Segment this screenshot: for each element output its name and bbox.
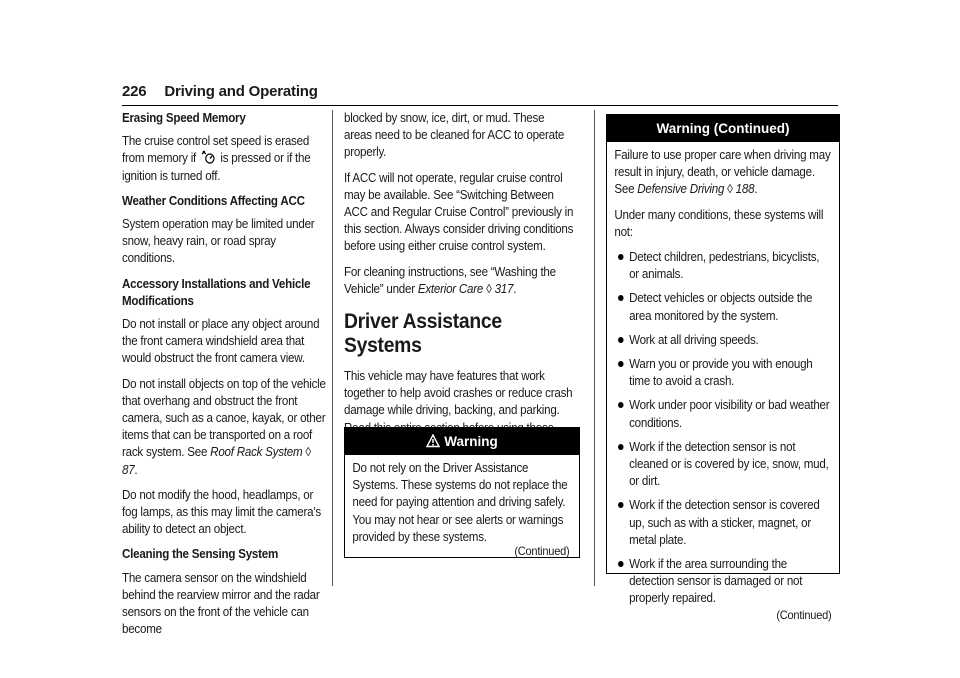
- paragraph-erasing: [122, 133, 326, 185]
- warning-box: [344, 427, 580, 558]
- paragraph-regular-cruise: If ACC will not operate, regular cruise control may be available. See “Switching Between ACC and Regular Cruise Control” previously in this section. Always consider driving conditions before using either cruise control system.: [344, 170, 574, 254]
- column-middle: [344, 110, 574, 462]
- warning-continued-header: Warning (Continued): [607, 115, 839, 142]
- list-item: Work if the area surrounding the detection sensor is damaged or not properly repaired.: [614, 556, 831, 608]
- warning-body: [345, 455, 577, 558]
- xref-defensive-driving[interactable]: Defensive Driving ◊ 188.: [637, 182, 758, 197]
- warning-title: Warning: [444, 434, 498, 449]
- page-header: [122, 83, 838, 106]
- paragraph-das-intro: This vehicle may have features that work together to help avoid crashes or reduce crash damage while driving, backing, and parking.: [344, 369, 573, 418]
- warning-continued-box: [606, 114, 840, 622]
- continued-label: (Continued): [514, 544, 570, 559]
- page-number: 226: [122, 83, 147, 100]
- bullet-icon: [618, 444, 624, 450]
- paragraph-failure: [614, 147, 831, 199]
- column-divider-2: [594, 110, 595, 586]
- continued-label: (Continued): [776, 607, 832, 622]
- paragraph-weather: System operation may be limited under snow, heavy rain, or road spray conditions.: [122, 217, 315, 266]
- list-item: Work at all driving speeds.: [614, 332, 831, 349]
- warning-header: [345, 428, 579, 455]
- cruise-cancel-icon: [201, 150, 216, 164]
- paragraph-conditions: Under many conditions, these systems will not:: [614, 207, 824, 239]
- warning-text: Do not rely on the Driver Assistance Systems. These systems do not replace the need for paying attention and driving safely. You may not hear or see alerts or warnings provided by these systems.: [352, 461, 568, 544]
- bullet-icon: [618, 361, 624, 367]
- text: The cruise control set speed is erased from memory if: [122, 134, 310, 166]
- list-item: Work if the detection sensor is covered up, such as with a sticker, magnet, or metal plate.: [614, 497, 831, 549]
- bullet-icon: [618, 402, 624, 408]
- paragraph-modify: Do not modify the hood, headlamps, or fog lamps, as this may limit the camera’s ability to detect an object.: [122, 487, 321, 537]
- list-item: Work if the detection sensor is not cleaned or is covered by ice, snow, mud, or dirt.: [614, 439, 831, 491]
- section-title: Driver Assistance Systems: [344, 310, 502, 358]
- list-item: Detect vehicles or objects outside the area monitored by the system.: [614, 290, 831, 324]
- heading-weather: Weather Conditions Affecting ACC: [122, 193, 305, 208]
- bullet-icon: [618, 254, 624, 260]
- paragraph-cleaning: The camera sensor on the windshield behind the rearview mirror and the radar sensors on the front of the vehicle can become: [122, 570, 320, 637]
- paragraph-cleaning-ref: [344, 264, 574, 298]
- heading-cleaning: Cleaning the Sensing System: [122, 547, 279, 562]
- paragraph-blocked: blocked by snow, ice, dirt, or mud. These areas need to be cleaned for ACC to operate properly.: [344, 111, 565, 160]
- heading-erasing-speed-memory: Erasing Speed Memory: [122, 111, 246, 125]
- text: For cleaning instructions, see “Washing the Vehicle” under: [344, 264, 556, 296]
- paragraph-accessory-1: Do not install or place any object around the front camera windshield area that would obstruct the front camera view.: [122, 317, 320, 366]
- heading-accessory: Accessory Installations and Vehicle Modifications: [122, 276, 311, 308]
- text: Failure to use proper care when driving may result in injury, death, or vehicle damage. See: [614, 148, 831, 197]
- xref-exterior-care[interactable]: Exterior Care ◊ 317.: [417, 281, 517, 296]
- warning-continued-body: [607, 142, 837, 622]
- column-divider-1: [332, 110, 333, 586]
- text: Do not install objects on top of the vehicle that overhang and obstruct the front camera, such as a canoe, kayak, or other items that can be transported on a roof rack system. See: [122, 376, 326, 460]
- paragraph-accessory-2: [122, 376, 326, 479]
- xref-roof-rack[interactable]: Roof Rack System ◊ 87.: [122, 445, 311, 477]
- list-item: Warn you or provide you with enough time to avoid a crash.: [614, 356, 831, 390]
- bullet-icon: [618, 337, 624, 343]
- warning-triangle-icon: [426, 430, 440, 444]
- text: is pressed or if the ignition is turned off.: [122, 151, 311, 183]
- list-item: Work under poor visibility or bad weather conditions.: [614, 397, 831, 431]
- bullet-icon: [618, 502, 624, 508]
- bullet-icon: [618, 295, 624, 301]
- section-heading: Driving and Operating: [164, 83, 318, 100]
- list-item: Detect children, pedestrians, bicyclists, or animals.: [614, 249, 831, 283]
- limitations-list: [614, 249, 831, 608]
- column-left: [122, 110, 326, 646]
- bullet-icon: [618, 561, 624, 567]
